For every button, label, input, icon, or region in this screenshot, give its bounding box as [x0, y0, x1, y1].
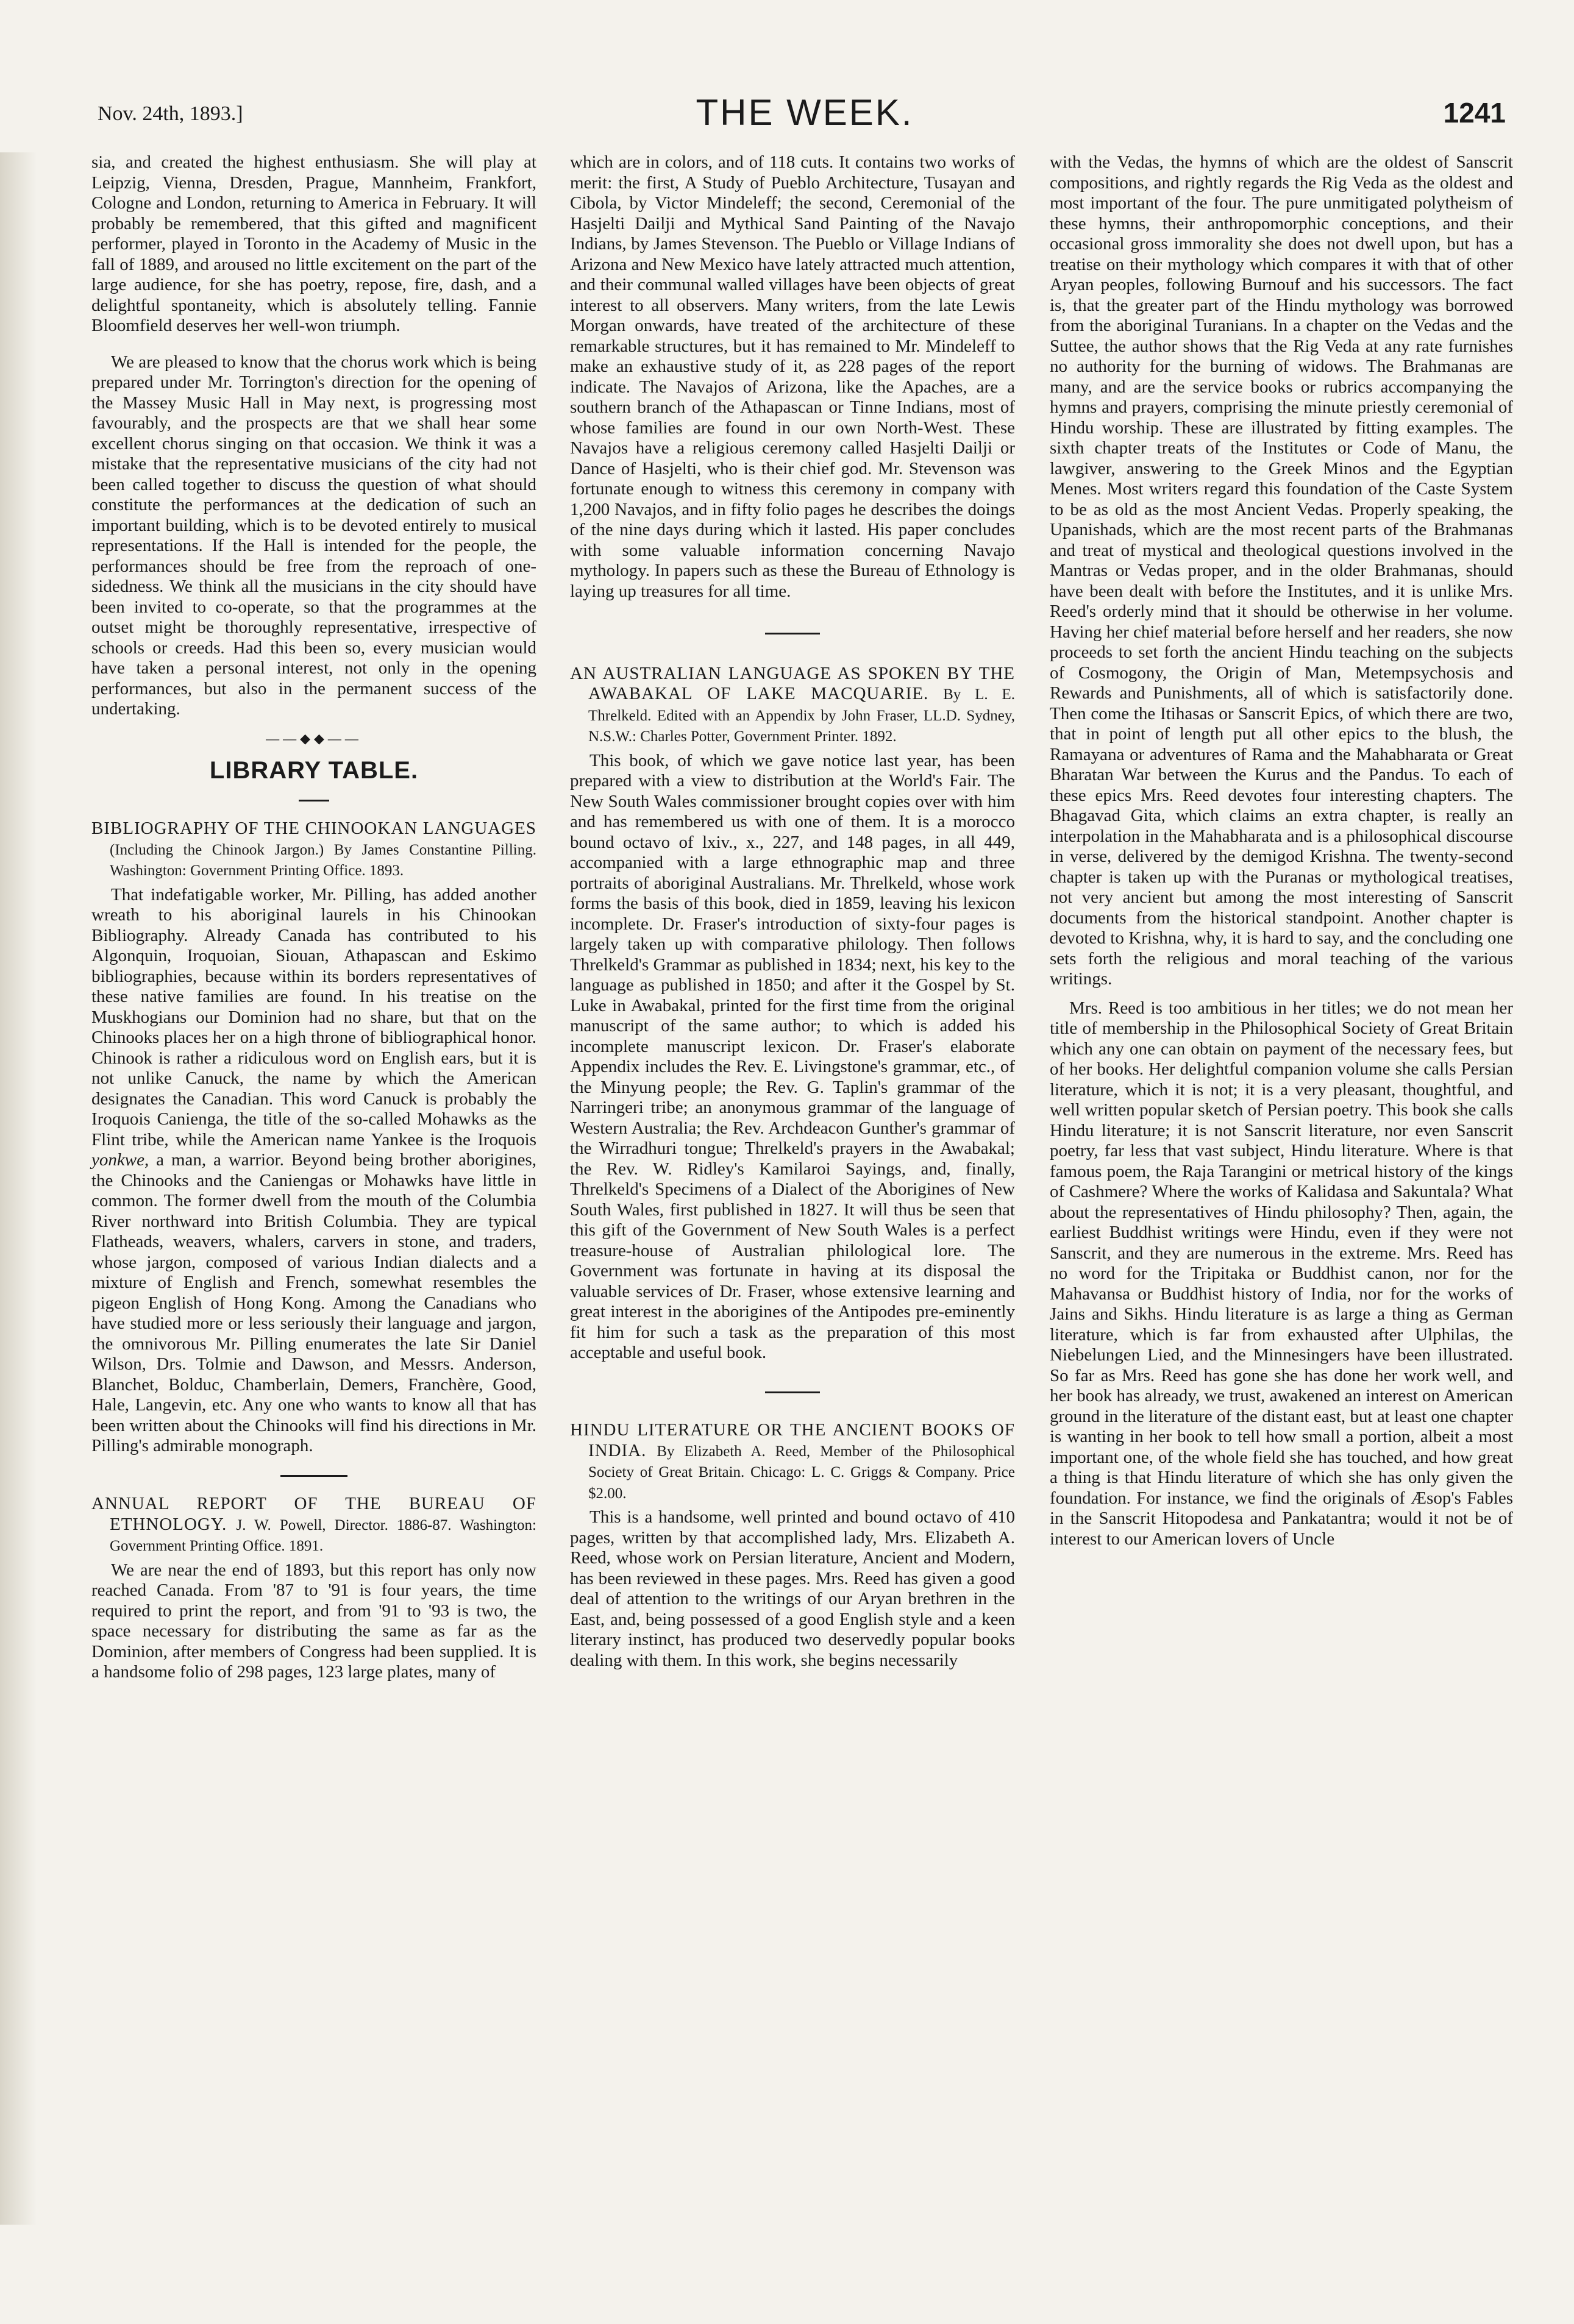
review-entry-hindu — [570, 1420, 1015, 1504]
entry-meta: By Elizabeth A. Reed, Member of the Philosophical Society of Great Britain. Chicago: L. C. Griggs & Company. Price $2.00. — [588, 1443, 1015, 1502]
page-number: 1241 — [1443, 97, 1506, 129]
music-paragraph-2: We are pleased to know that the chorus work which is being prepared under Mr. Torrington's direction for the opening of the Massey Music Hall in May next, is progressing most favourably, and the prospects are that we shall hear some excellent chorus singing on that occasion. We think it was a mistake that the representative musicians of the city had not been called together to discuss the question of what should constitute the performances at the dedication of such an important building, which is to be devoted entirely to musical representations. If the Hall is intended for the people, the performances should be free from the reproach of one-sidedness. We think all the musicians in the city should have been invited to co-operate, so that the programmes at the outset might be thoroughly representative, irrespective of schools or creeds. Had this been so, every musician would have taken a personal interest, not only in the opening performances, but also in the permanent success of the undertaking. — [91, 352, 536, 719]
rule-divider — [570, 622, 1015, 643]
entry-title: HINDU LITERATURE OR THE ANCIENT BOOKS OF INDIA. — [570, 1420, 1015, 1460]
column-3 — [1050, 152, 1513, 1549]
column-1 — [91, 152, 536, 1683]
entry-title: ANNUAL REPORT OF THE BUREAU OF ETHNOLOGY. — [91, 1494, 536, 1534]
review-paragraph-chinookan — [91, 885, 536, 1457]
review-entry-chinookan — [91, 819, 536, 881]
review-text-cont: , a man, a warrior. Beyond being brother aborigines, the Chinooks and the Caniengas or Mohawks have little in common. The former dwell from the mouth of the Columbia River northward into British Columbia. They are typical Flatheads, weavers, whalers, carvers in stone, and traders, whose jargon, composed of various Indian dialects and a mixture of English and French, somewhat resembles the pigeon English of Hong Kong. Among the Canadians who have studied more or less seriously their language and jargon, the omnivorous Mr. Pilling enumerates the late Sir Daniel Wilson, Drs. Tolmie and Dawson, and Messrs. Anderson, Blanchet, Bolduc, Chamberlain, Demers, Franchère, Good, Hale, Langevin, etc. Any one who wants to know all that has been written about the Chinooks will find his directions in Mr. Pilling's admirable monograph. — [91, 1150, 536, 1455]
section-ornament: ——◆◆—— — [266, 730, 362, 746]
italic-word: yonkwe — [91, 1150, 144, 1170]
entry-meta: (Including the Chinook Jargon.) By James Constantine Pilling. Washington: Government Printing Office. 1893. — [110, 841, 536, 879]
column-2 — [570, 152, 1015, 1671]
masthead-title: THE WEEK. — [696, 92, 914, 133]
entry-title: BIBLIOGRAPHY OF THE CHINOOKAN LANGUAGES — [91, 819, 536, 838]
entry-title: AN AUSTRALIAN LANGUAGE AS SPOKEN BY THE AWABAKAL OF LAKE MACQUARIE. — [570, 663, 1015, 703]
page-spine-shadow — [0, 152, 37, 2225]
ethnology-continued: which are in colors, and of 118 cuts. It contains two works of merit: the first, A Study of Pueblo Architecture, Tusayan and Cibola, by Victor Mindeleff; the second, Ceremonial of the Hasjelti Dailji and Mythical Sand Painting of the Navajo Indians, by James Stevenson. The Pueblo or Village Indians of Arizona and New Mexico have lately attracted much attention, and their communal walled villages have been objects of great interest to all observers. Many writers, from the late Lewis Morgan onwards, have treated of the architecture of these remarkable structures, but it has remained to Mr. Mindeleff to make an exhaustive study of it, as 228 pages of the report indicate. The Navajos of Arizona, like the Apaches, are a southern branch of the Athapascan or Tinne Indians, most of whose families are found in our own North-West. These Navajos have a religious ceremony called Hasjelti Dailji or Dance of Hasjelti, who is their chief god. Mr. Stevenson was fortunate enough to witness this ceremony in company with 1,200 Navajos, and in fifty folio pages he describes the doings of the nine days during which it lasted. His paper concludes with some valuable information concerning Navajo mythology. In papers such as these the Bureau of Ethnology is laying up treasures for all time. — [570, 152, 1015, 601]
rule-divider — [570, 1382, 1015, 1402]
entry-meta: By L. E. Threlkeld. Edited with an Appendix by John Fraser, LL.D. Sydney, N.S.W.: Charles Potter, Government Printer. 1892. — [588, 686, 1016, 745]
music-paragraph-1: sia, and created the highest enthusiasm. She will play at Leipzig, Vienna, Dresden, Prague, Mannheim, Frankfort, Cologne and London, returning to America in February. It will probably be remembered, that this gifted and magnificent performer, played in Toronto in the Academy of Music in the fall of 1889, and aroused no little excitement on the part of the large audience, for she has poetry, repose, fire, dash, and a delightful spontaneity, which is absolutely telling. Fannie Bloomfield deserves her well-won triumph. — [91, 152, 536, 335]
rule-divider — [91, 1465, 536, 1486]
hindu-paragraph-2: Mrs. Reed is too ambitious in her titles; we do not mean her title of membership in the Philosophical Society of Great Britain which any one can obtain on payment of the necessary fees, but of her books. Her delightful companion volume she calls Persian literature, which it is not; it is a very pleasant, thoughtful, and well written popular sketch of Persian poetry. This book she calls Hindu literature; it is not Sanscrit literature, nor even Sanscrit poetry, far less that vast subject, Hindu literature. Where is that famous poem, the Raja Tarangini or metrical history of the kings of Cashmere? Where the works of Kalidasa and Sakuntala? What about the representatives of Hindu philosophy? Then, again, the earliest Buddhist writings were Hindu, even if they were not Sanscrit, and they are numerous in the extreme. Mrs. Reed has no word for the Tripitaka or Buddhist canon, nor for the Mahavansa or Buddhist history of India, nor for the works of Jains and Sikhs. Hindu literature is as large a thing as German literature, which is far from exhausted after Ulphilas, the Niebelungen Lied, and the Minnesingers have been illustrated. So far as Mrs. Reed has gone she has done her work well, and her book has already, we trust, awakened an interest on American ground in the literature of the distant east, but at least one chapter is wanting in her book to tell how small a portion, albeit a most important one, of the whole field she has touched, and how great a thing is that Hindu literature of which she has only given the foundation. For instance, we find the originals of Æsop's Fables in the Sanscrit Hitopodesa and Pankatantra; would it not be of interest to our American lovers of Uncle — [1050, 998, 1513, 1549]
review-entry-ethnology — [91, 1494, 536, 1557]
review-paragraph-ethnology: We are near the end of 1893, but this report has only now reached Canada. From '87 to '91 is four years, the time required to print the report, and from '91 to '93 is two, the space necessary for distributing the same as far as the Dominion, after members of Congress had been supplied. It is a handsome folio of 298 pages, 123 large plates, many of — [91, 1560, 536, 1682]
review-paragraph-hindu: This is a handsome, well printed and bound octavo of 410 pages, written by that accomplished lady, Mrs. Elizabeth A. Reed, whose work on Persian literature, Ancient and Modern, has been reviewed in these pages. Mrs. Reed has given a good deal of attention to the writings of our Aryan brethren in the East, and, being possessed of a good English style and a keen literary instinct, has produced two deservedly popular books dealing with them. In this work, she begins necessarily — [570, 1507, 1015, 1670]
entry-meta: J. W. Powell, Director. 1886-87. Washington: Government Printing Office. 1891. — [110, 1516, 536, 1554]
review-text: That indefatigable worker, Mr. Pilling, has added another wreath to his aboriginal laurels in his Chinookan Bibliography. Already Canada has contributed to his Algonquin, Iroquoian, Siouan, Athapascan and Eskimo bibliographies, because within its borders representatives of these native families are found. In his treatise on the Muskhogians our Dominion had no share, but that on the Chinooks places her on a high throne of bibliographical honor. Chinook is rather a ridiculous word on English ears, but it is not unlike Canuck, the name by which the American designates the Canadian. This word Canuck is probably the Iroquois Canienga, the title of the so-called Mohawks as the Flint tribe, while the American name Yankee is the Iroquois — [91, 884, 536, 1150]
library-table-heading: LIBRARY TABLE. — [209, 757, 419, 784]
hindu-continued: with the Vedas, the hymns of which are the oldest of Sanscrit compositions, and rightly regards the Rig Veda as the oldest and most important of the four. The pure unmitigated polytheism of these hymns, their anthropomorphic conceptions, and their occasional gross immorality she does not dwell upon, but has a treatise on their mythology which compares it with that of other Aryan peoples, following Burnouf and his successors. The fact is, that the greater part of the Hindu mythology was borrowed from the aboriginal Turanians. In a chapter on the Vedas and the Suttee, the author shows that the Rig Veda at any rate furnishes no authority for the burning of widows. The Brahmanas are many, and are the service books or rubrics accompanying the hymns and prayers, comprising the minute priestly ceremonial of Hindu worship. These are illustrated by fitting examples. The sixth chapter treats of the Institutes or Code of Manu, the lawgiver, answering to the Greek Minos and the Egyptian Menes. Most writers regard this foundation of the Caste System to be as old as the most Ancient Vedas. Properly speaking, the Upanishads, which are the most recent parts of the Brahmanas and treat of mystical and theological questions involved in the Mantras or Vedas proper, and in the older Brahmanas, should have been dealt with before the Institutes, and it is unlike Mrs. Reed's orderly mind that it should be otherwise in her volume. Having her chief material before herself and her readers, she now proceeds to set forth the ancient Hindu teaching on the subjects of Cosmogony, the Origin of Man, Metempsychosis and Rewards and Punishments, all of which is satisfactorily done. Then come the Itihasas or Sanscrit Epics, of which there are two, that in point of length put all other epics to the blush, the Ramayana or adventures of Rama and the Mahabharata or Great Bharatan War between the Kurus and the Pandus. To each of these epics Mrs. Reed devotes four interesting chapters. The Bhagavad Gita, which claims an extra chapter, is really an interpolation in the Mahabharata and is a philosophical discourse in verse, delivered by the demigod Krishna. The twenty-second chapter is taken up with the Puranas or mythological treatises, not very ancient but among the most interesting of Sanscrit documents from the historical standpoint. Another chapter is devoted to Krishna, why, it is hard to say, and the concluding one sets forth the religious and moral teaching of the various writings. — [1050, 152, 1513, 989]
review-paragraph-australian: This book, of which we gave notice last year, has been prepared with a view to distribution at the World's Fair. The New South Wales commissioner brought copies over with him and has remembered us with one of them. It is a morocco bound octavo of lxiv., x., 227, and 148 pages, in all 449, accompanied with a large ethnographic map and three portraits of aboriginal Australians. Mr. Threlkeld, whose work forms the basis of this book, died in 1859, leaving his lexicon incomplete. Dr. Fraser's introduction of sixty-four pages is largely taken up with comparative philology. Then follows Threlkeld's Grammar as published in 1834; next, his key to the language as published in 1850; and after it the Gospel by St. Luke in Awabakal, printed for the first time from the original manuscript of the same author; to which is added his incomplete manuscript lexicon. Dr. Fraser's elaborate Appendix includes the Rev. E. Livingstone's grammar, etc., of the Minyung people; the Rev. G. Taplin's grammar of the Narringeri tribe; an anonymous grammar of the language of Western Australia; the Rev. Archdeacon Gunther's grammar of the Wirradhuri tongue; Threlkeld's prayers in the Awabakal; the Rev. W. Ridley's Kamilaroi Sayings, and, finally, Threlkeld's Specimens of a Dialect of the Aborigines of New South Wales, first published in 1827. It will thus be seen that this gift of the Government of New South Wales is a perfect treasure-house of Australian philological lore. The Government was fortunate in having at its disposal the valuable services of Dr. Fraser, whose extensive learning and great interest in the aborigines of the Antipodes pre-eminently fit him for such a task as the preparation of this most acceptable and useful book. — [570, 750, 1015, 1362]
rule-divider — [91, 790, 536, 811]
review-entry-australian — [570, 664, 1015, 747]
issue-date: Nov. 24th, 1893.] — [98, 102, 243, 125]
page-header — [91, 91, 1518, 146]
